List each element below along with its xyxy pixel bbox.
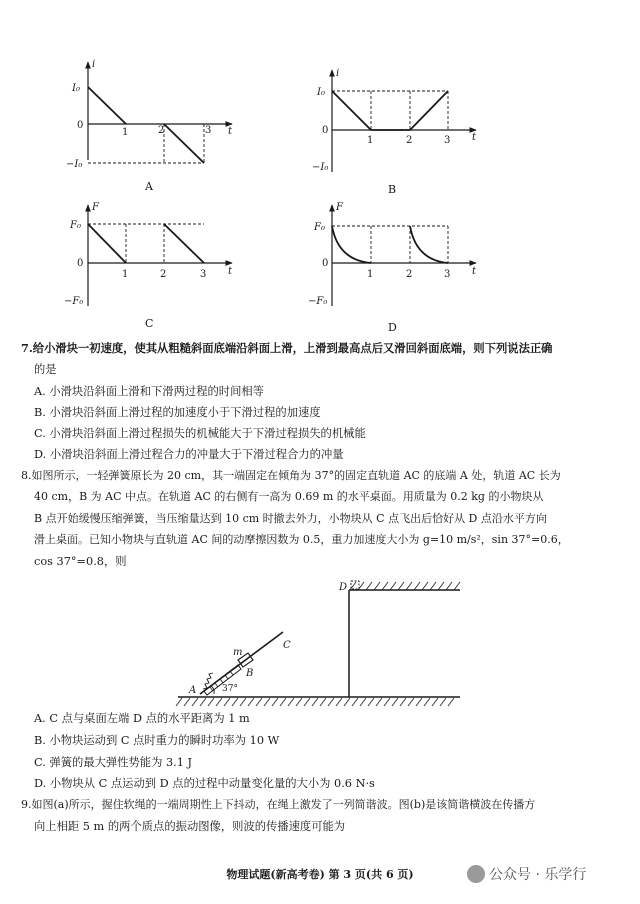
graph-a-tick-1: 1: [122, 127, 129, 138]
graph-c-label: C: [145, 317, 154, 330]
q8-figure-label-d: D: [339, 582, 348, 593]
graph-a-neg-i0: −I₀: [66, 159, 83, 170]
q8-stem-line-5: cos 37°=0.8，则: [34, 555, 127, 568]
graph-b-zero: 0: [322, 125, 329, 136]
graph-d-tick-1: 1: [367, 269, 374, 280]
graph-c-axis-f: F: [92, 202, 99, 213]
q7-option-a: A. 小滑块沿斜面上滑和下滑两过程的时间相等: [34, 385, 264, 398]
graph-a-tick-2: 2: [158, 125, 165, 136]
q8-option-b: B. 小物块运动到 C 点时重力的瞬时功率为 10 W: [34, 734, 280, 747]
graph-d-axis-f: F: [336, 202, 343, 213]
q8-figure-label-m: m: [233, 647, 243, 658]
graph-a-i0: I₀: [72, 83, 80, 94]
graph-b-t: t: [472, 132, 477, 143]
q8-option-a: A. C 点与桌面左端 D 点的水平距离为 1 m: [34, 712, 250, 725]
graph-b-label: B: [388, 183, 397, 196]
graph-d-t: t: [472, 266, 477, 277]
graph-d-tick-2: 2: [406, 269, 413, 280]
q8-figure-label-b: B: [246, 668, 254, 679]
q7-stem-line-1: 7.给小滑块一初速度，使其从粗糙斜面底端沿斜面上滑，上滑到最高点后又滑回斜面底端，则下列说法正确: [21, 341, 553, 355]
graph-c: [88, 205, 232, 306]
q8-option-c: C. 弹簧的最大弹性势能为 3.1 J: [34, 756, 193, 769]
graph-a-zero: 0: [77, 120, 84, 131]
watermark: [467, 864, 586, 884]
q8-stem-line-3: B 点开始缓慢压缩弹簧，当压缩量达到 10 cm 时撤去外力，小物块从 C 点飞出后恰好从 D 点沿水平方向: [34, 512, 547, 525]
graph-d-tick-3: 3: [444, 269, 451, 280]
graph-a-tick-3: 3: [205, 125, 212, 136]
q8-stem-line-4: 滑上桌面。已知小物块与直轨道 AC 间的动摩擦因数为 0.5，重力加速度大小为 g=10 m/s²，sin 37°=0.6，: [34, 533, 569, 546]
q8-figure-angle: 37°: [222, 684, 238, 694]
graph-c-neg-f0: −F₀: [64, 296, 84, 307]
q7-stem-line-2: 的是: [34, 363, 57, 376]
graph-a-axis-i: i: [92, 59, 96, 70]
graph-b-tick-1: 1: [367, 135, 374, 146]
q7-option-d: D. 小滑块沿斜面上滑过程合力的冲量大于下滑过程合力的冲量: [34, 448, 344, 461]
graph-b-i0: I₀: [317, 87, 325, 98]
q9-stem-line-1: 9.如图(a)所示，握住软绳的一端周期性上下抖动，在绳上激发了一列简谐波。图(b)是该简谐横波在传播方: [21, 798, 536, 811]
graph-b-tick-3: 3: [444, 135, 451, 146]
q7-option-b: B. 小滑块沿斜面上滑过程的加速度小于下滑过程的加速度: [34, 406, 321, 419]
graph-b-neg-i0: −I₀: [312, 162, 329, 173]
graph-c-f0: F₀: [70, 220, 81, 231]
wechat-icon: [467, 865, 485, 883]
watermark-text: 公众号 · 乐学行: [489, 867, 587, 883]
graph-c-tick-2: 2: [160, 269, 167, 280]
graph-d-zero: 0: [322, 258, 329, 269]
q8-stem-line-1: 8.如图所示，一轻弹簧原长为 20 cm，其一端固定在倾角为 37°的固定直轨道 AC 的底端 A 处，轨道 AC 长为: [21, 469, 561, 482]
graph-d-f0: F₀: [314, 222, 325, 233]
graph-b-axis-i: i: [336, 68, 340, 79]
graph-a-t: t: [228, 126, 233, 137]
q8-figure-label-c: C: [283, 640, 291, 651]
graph-d-label: D: [388, 321, 397, 334]
answer-graphs: [0, 0, 640, 345]
graph-c-tick-1: 1: [122, 269, 129, 280]
page-footer: 物理试题(新高考卷) 第 3 页(共 6 页): [226, 868, 414, 881]
graph-d: [332, 205, 476, 306]
q7-option-c: C. 小滑块沿斜面上滑过程损失的机械能大于下滑过程损失的机械能: [34, 427, 366, 440]
q8-figure-label-a: A: [189, 685, 197, 696]
graph-d-neg-f0: −F₀: [308, 296, 328, 307]
q8-figure: [0, 570, 640, 710]
graph-a-label: A: [145, 180, 153, 193]
graph-a: [88, 62, 232, 163]
graph-c-zero: 0: [77, 258, 84, 269]
graph-c-tick-3: 3: [200, 269, 207, 280]
graph-b-tick-2: 2: [406, 135, 413, 146]
graph-c-t: t: [228, 266, 233, 277]
graph-b: [332, 70, 476, 172]
q8-stem-line-2: 40 cm，B 为 AC 中点。在轨道 AC 的右侧有一高为 0.69 m 的水平桌面。用质量为 0.2 kg 的小物块从: [34, 490, 544, 503]
q9-stem-line-2: 向上相距 5 m 的两个质点的振动图像，则波的传播速度可能为: [34, 820, 346, 833]
q8-option-d: D. 小物块从 C 点运动到 D 点的过程中动量变化量的大小为 0.6 N·s: [34, 777, 375, 790]
